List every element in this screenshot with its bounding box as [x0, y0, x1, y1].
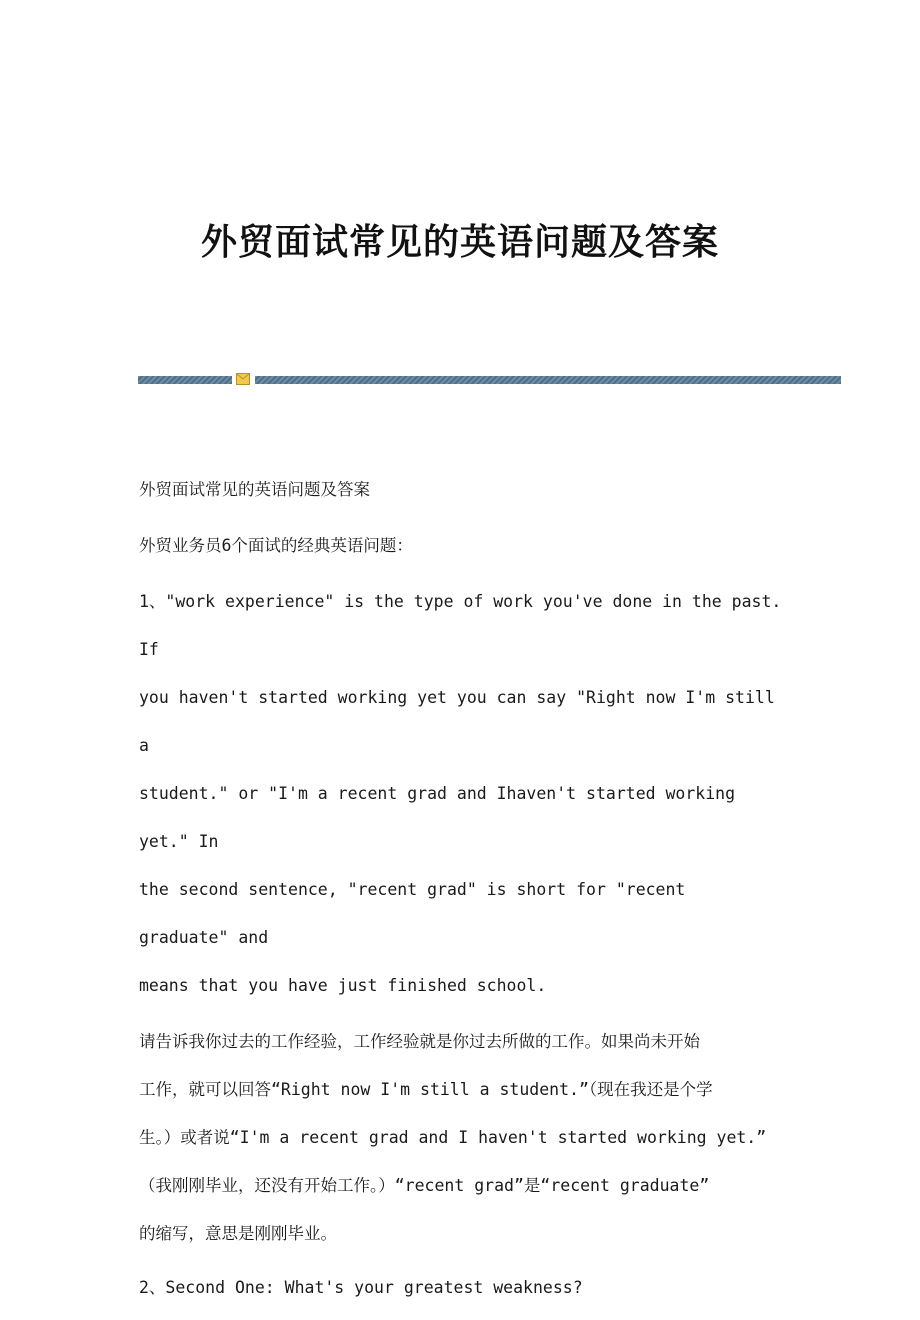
text-line: 2、Second One: What's your greatest weakness?	[139, 1278, 583, 1297]
text-line: 外贸业务员6个面试的经典英语问题：	[139, 536, 413, 555]
text-line: the second sentence, "recent grad" is short for "recent graduate" and	[139, 880, 696, 947]
text-line: means that you have just finished school.	[139, 976, 547, 995]
text-line: student." or "I'm a recent grad and Ihaven't started working yet." In	[139, 784, 745, 851]
text-line: 生。）或者说“I'm a recent grad and I haven't started working yet.”	[139, 1128, 767, 1147]
text-line: 工作，就可以回答“Right now I'm still a student.”（现在我还是个学	[139, 1080, 713, 1099]
text-line: you haven't started working yet you can say "Right now I'm still a	[139, 688, 785, 755]
document-body	[139, 466, 792, 1320]
divider-bar-left	[138, 376, 232, 384]
text-line: 外贸面试常见的英语问题及答案	[139, 480, 370, 499]
paragraph-question-1-chinese	[139, 1018, 784, 1258]
title-divider	[138, 372, 841, 386]
paragraph-intro	[139, 522, 784, 570]
paragraph-question-2	[139, 1264, 784, 1312]
paragraph-question-1-english	[139, 578, 792, 1010]
text-line: （我刚刚毕业，还没有开始工作。）“recent grad”是“recent graduate”	[139, 1176, 710, 1195]
document-title: 外贸面试常见的英语问题及答案	[200, 221, 719, 263]
envelope-ornament-icon	[236, 373, 250, 385]
text-line: 请告诉我你过去的工作经验，工作经验就是你过去所做的工作。如果尚未开始	[139, 1032, 700, 1051]
text-line: 的缩写，意思是刚刚毕业。	[139, 1224, 337, 1243]
text-line: 1、"work experience" is the type of work you've done in the past. If	[139, 592, 792, 659]
divider-bar-right	[255, 376, 841, 384]
paragraph-heading	[139, 466, 784, 514]
